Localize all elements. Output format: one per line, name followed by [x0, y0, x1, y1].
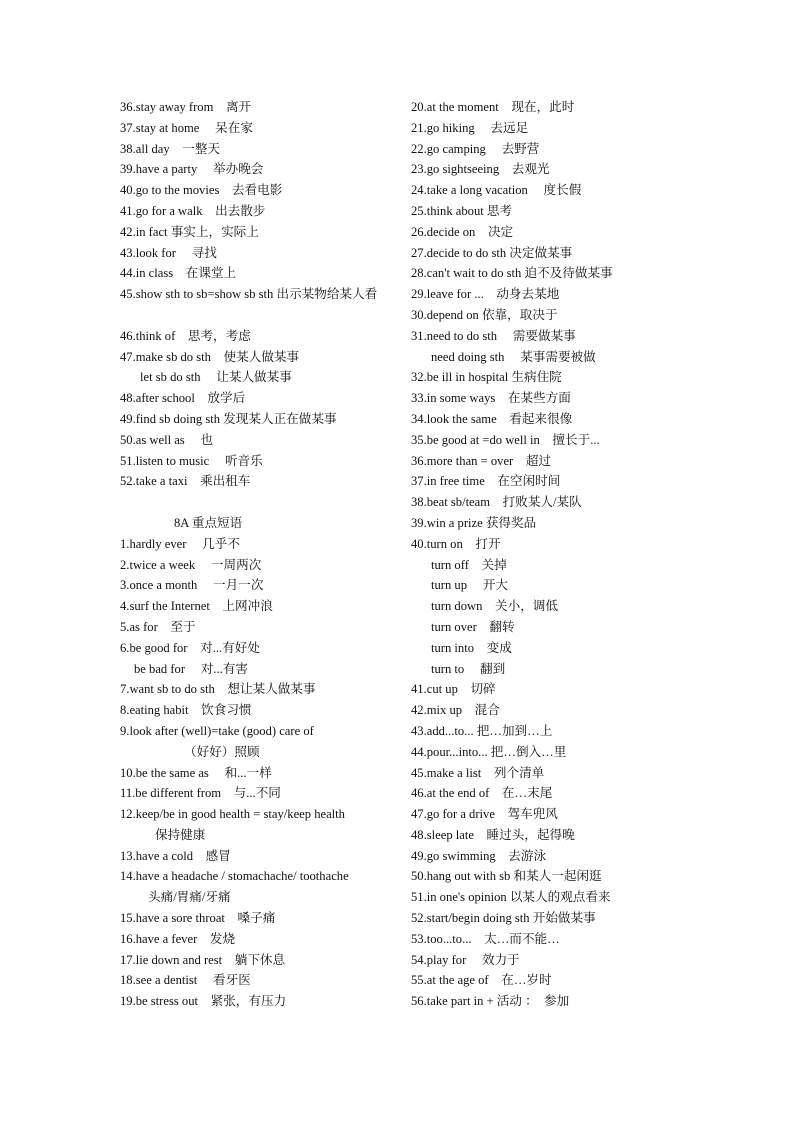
phrase-line: 50.hang out with sb 和某人一起闲逛 — [411, 869, 602, 884]
phrase-line: turn up 开大 — [431, 578, 508, 593]
phrase-line: 11.be different from 与...不同 — [120, 786, 281, 801]
phrase-line: （好好）照顾 — [184, 744, 260, 759]
phrase-line: 49.go swimming 去游泳 — [411, 848, 547, 863]
phrase-line: 26.decide on 决定 — [411, 224, 514, 239]
phrase-line: 45.make a list 列个清单 — [411, 765, 545, 780]
phrase-line: 40.go to the movies 去看电影 — [120, 183, 283, 198]
phrase-line: 20.at the moment 现在，此时 — [411, 100, 575, 114]
phrase-line: 38.all day 一整天 — [120, 141, 221, 156]
phrase-line: 50.as well as 也 — [120, 432, 214, 447]
phrase-line: 15.have a sore throat 嗓子痛 — [120, 911, 276, 926]
phrase-line: 39.have a party 举办晚会 — [120, 162, 264, 177]
phrase-line: turn into 变成 — [431, 640, 512, 655]
left-column — [120, 97, 395, 1012]
phrase-line: 17.lie down and rest 躺下休息 — [120, 952, 286, 967]
phrase-line: 21.go hiking 去远足 — [411, 120, 529, 135]
phrase-line: 42.mix up 混合 — [411, 703, 500, 718]
phrase-line: let sb do sth 让某人做某事 — [140, 370, 292, 385]
phrase-line: turn off 关掉 — [431, 557, 507, 572]
phrase-line: 37.in free time 在空闲时间 — [411, 474, 561, 489]
phrase-line: turn to 翻到 — [431, 661, 506, 676]
phrase-line: turn over 翻转 — [431, 619, 515, 634]
phrase-line: 46.think of 思考，考虑 — [120, 328, 251, 343]
phrase-line: be bad for 对...有害 — [134, 661, 249, 676]
phrase-line: 38.beat sb/team 打败某人/某队 — [411, 495, 582, 510]
right-column — [411, 97, 673, 1012]
phrase-line: 42.in fact 事实上，实际上 — [120, 224, 259, 239]
phrase-line: 头痛/胃痛/牙痛 — [148, 890, 231, 905]
phrase-line: 43.look for 寻找 — [120, 245, 217, 260]
phrase-line: 49.find sb doing sth 发现某人正在做某事 — [120, 411, 337, 426]
phrase-line: 39.win a prize 获得奖品 — [411, 515, 537, 530]
phrase-line: 40.turn on 打开 — [411, 536, 501, 551]
phrase-line: 12.keep/be in good health = stay/keep health — [120, 807, 345, 822]
phrase-line: 23.go sightseeing 去观光 — [411, 162, 550, 177]
phrase-line: 5.as for 至于 — [120, 619, 196, 634]
phrase-line: 45.show sth to sb=show sb sth 出示某物给某人看 — [120, 287, 378, 302]
phrase-line: 2.twice a week 一周两次 — [120, 557, 262, 572]
phrase-line: 28.can't wait to do sth 迫不及待做某事 — [411, 266, 613, 281]
phrase-line: 51.in one's opinion 以某人的观点看来 — [411, 890, 611, 905]
phrase-line: 24.take a long vacation 度长假 — [411, 183, 582, 198]
phrase-line: 16.have a fever 发烧 — [120, 931, 236, 946]
phrase-line: 30.depend on 依靠，取决于 — [411, 307, 558, 322]
phrase-line: 43.add...to... 把…加到…上 — [411, 723, 553, 738]
phrase-line: 保持健康 — [155, 827, 206, 842]
phrase-line: 4.surf the Internet 上网冲浪 — [120, 599, 273, 614]
phrase-line: 33.in some ways 在某些方面 — [411, 391, 571, 406]
phrase-line: 3.once a month 一月一次 — [120, 578, 264, 593]
phrase-line: 52.take a taxi 乘出租车 — [120, 474, 251, 489]
phrase-line: 6.be good for 对...有好处 — [120, 640, 260, 655]
phrase-line: 41.go for a walk 出去散步 — [120, 203, 266, 218]
phrase-line: 7.want sb to do sth 想让某人做某事 — [120, 682, 316, 697]
phrase-line: 51.listen to music 听音乐 — [120, 453, 263, 468]
phrase-line: 9.look after (well)=take (good) care of — [120, 723, 314, 738]
phrase-line: 37.stay at home 呆在家 — [120, 120, 253, 135]
phrase-line: 32.be ill in hospital 生病住院 — [411, 370, 562, 385]
phrase-line: 47.make sb do sth 使某人做某事 — [120, 349, 300, 364]
phrase-line: 56.take part in + 活动 ： 参加 — [411, 994, 570, 1009]
phrase-line: 19.be stress out 紧张，有压力 — [120, 994, 287, 1009]
phrase-line: 54.play for 效力于 — [411, 952, 520, 967]
phrase-line: turn down 关小，调低 — [431, 599, 558, 614]
phrase-line: 48.after school 放学后 — [120, 391, 246, 406]
phrase-line: 44.in class 在课堂上 — [120, 266, 237, 281]
phrase-line: 31.need to do sth 需要做某事 — [411, 328, 576, 343]
phrase-line: 34.look the same 看起来很像 — [411, 411, 573, 426]
phrase-line: 29.leave for ... 动身去某地 — [411, 287, 560, 302]
phrase-line: 36.stay away from 离开 — [120, 100, 252, 114]
phrase-line: 46.at the end of 在…末尾 — [411, 786, 553, 801]
phrase-line: 8.eating habit 饮食习惯 — [120, 703, 252, 718]
phrase-line: 25.think about 思考 — [411, 203, 513, 218]
phrase-line: 41.cut up 切碎 — [411, 682, 496, 697]
phrase-line: 14.have a headache / stomachache/ toothache — [120, 869, 349, 884]
section-heading: 8A 重点短语 — [174, 515, 243, 530]
phrase-line: 10.be the same as 和...一样 — [120, 765, 272, 780]
spacer — [120, 492, 395, 513]
phrase-line: 13.have a cold 感冒 — [120, 848, 231, 863]
phrase-line: 47.go for a drive 驾车兜风 — [411, 807, 558, 822]
phrase-line: 52.start/begin doing sth 开始做某事 — [411, 911, 596, 926]
phrase-line: need doing sth 某事需要被做 — [431, 349, 596, 364]
phrase-line: 53.too...to... 太…而不能… — [411, 931, 560, 946]
phrase-line: 35.be good at =do well in 擅长于... — [411, 432, 600, 447]
phrase-line: 44.pour...into... 把…倒入…里 — [411, 744, 567, 759]
phrase-line: 27.decide to do sth 决定做某事 — [411, 245, 573, 260]
phrase-line: 18.see a dentist 看牙医 — [120, 973, 251, 988]
phrase-line: 55.at the age of 在…岁时 — [411, 973, 552, 988]
phrase-line: 1.hardly ever 几乎不 — [120, 536, 240, 551]
phrase-line: 48.sleep late 睡过头，起得晚 — [411, 827, 575, 842]
phrase-line: 36.more than = over 超过 — [411, 453, 552, 468]
phrase-line: 22.go camping 去野营 — [411, 141, 540, 156]
